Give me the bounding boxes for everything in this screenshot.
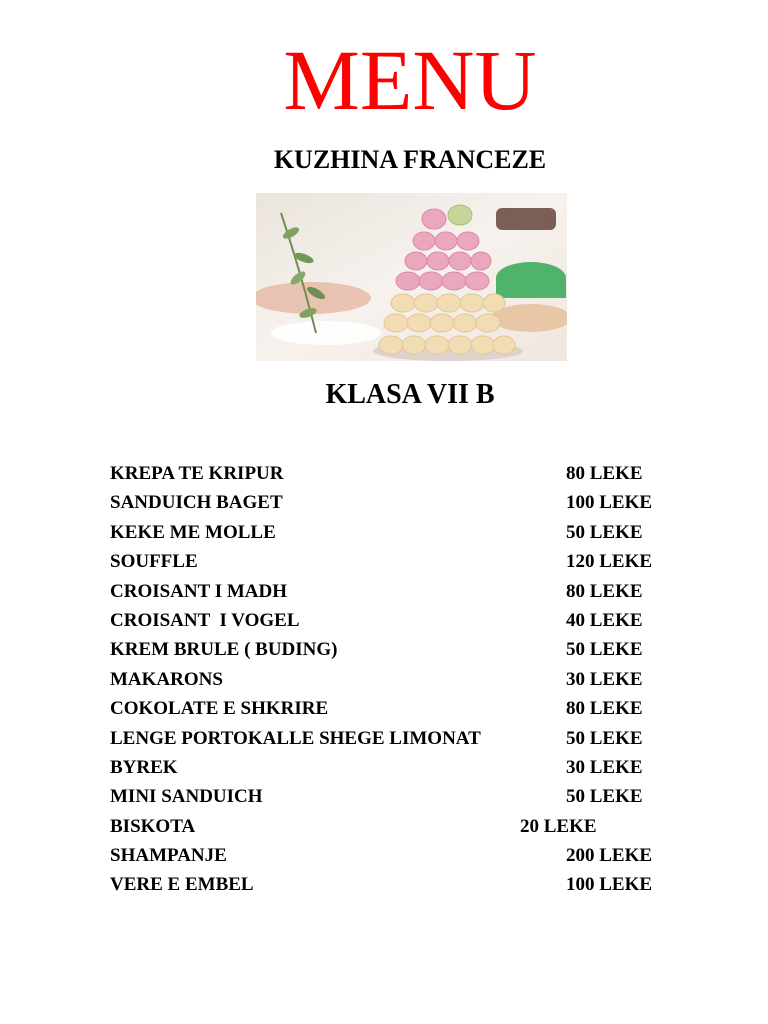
menu-item bbox=[110, 518, 710, 547]
menu-item bbox=[110, 459, 710, 488]
menu-item-price: 50 LEKE bbox=[566, 786, 643, 808]
menu-item bbox=[110, 841, 710, 870]
menu-list bbox=[110, 459, 710, 900]
menu-item-price: 50 LEKE bbox=[566, 521, 643, 543]
menu-item bbox=[110, 724, 710, 753]
menu-item-name: BISKOTA bbox=[110, 815, 196, 837]
menu-item-price: 50 LEKE bbox=[566, 727, 643, 749]
menu-item bbox=[110, 665, 710, 694]
menu-item-price: 100 LEKE bbox=[566, 874, 653, 896]
cuisine-subtitle: KUZHINA FRANCEZE bbox=[273, 145, 547, 174]
menu-item-name: MINI SANDUICH bbox=[110, 786, 263, 808]
menu-item-name: MAKARONS bbox=[110, 668, 223, 690]
menu-item bbox=[110, 577, 710, 606]
menu-item bbox=[110, 635, 710, 664]
menu-item-price: 30 LEKE bbox=[566, 668, 643, 690]
menu-item-price: 50 LEKE bbox=[566, 639, 643, 661]
menu-item-price: 200 LEKE bbox=[566, 845, 653, 867]
menu-item-price: 30 LEKE bbox=[566, 756, 643, 778]
menu-item-name: CROISANT I MADH bbox=[110, 580, 288, 602]
macaron-tower-photo bbox=[256, 193, 567, 361]
menu-item bbox=[110, 547, 710, 576]
menu-item-price: 20 LEKE bbox=[520, 815, 597, 837]
menu-item-name: KEKE ME MOLLE bbox=[110, 521, 276, 543]
class-label: KLASA VII B bbox=[325, 379, 495, 410]
menu-item-name: SOUFFLE bbox=[110, 551, 198, 573]
menu-item-name: KREM BRULE ( BUDING) bbox=[110, 639, 338, 661]
menu-item bbox=[110, 812, 710, 841]
menu-item-name: VERE E EMBEL bbox=[110, 874, 254, 896]
menu-title: MENU bbox=[283, 32, 537, 128]
menu-item-name: SHAMPANJE bbox=[110, 845, 227, 867]
menu-item-name: SANDUICH BAGET bbox=[110, 492, 283, 514]
menu-item bbox=[110, 488, 710, 517]
menu-item-name: CROISANT I VOGEL bbox=[110, 609, 300, 631]
menu-item bbox=[110, 606, 710, 635]
menu-item-price: 120 LEKE bbox=[566, 551, 653, 573]
menu-item bbox=[110, 753, 710, 782]
menu-item-price: 80 LEKE bbox=[566, 580, 643, 602]
menu-item-price: 40 LEKE bbox=[566, 609, 643, 631]
menu-item-price: 80 LEKE bbox=[566, 698, 643, 720]
menu-item bbox=[110, 870, 710, 899]
menu-item-name: COKOLATE E SHKRIRE bbox=[110, 698, 329, 720]
menu-item-name: LENGE PORTOKALLE SHEGE LIMONAT bbox=[110, 727, 481, 749]
menu-item bbox=[110, 782, 710, 811]
menu-item-price: 80 LEKE bbox=[566, 463, 643, 484]
menu-item-name: KREPA TE KRIPUR bbox=[110, 463, 284, 484]
menu-item-name: BYREK bbox=[110, 756, 178, 778]
macaron-tower-illustration bbox=[256, 193, 567, 361]
menu-item-price: 100 LEKE bbox=[566, 492, 653, 514]
menu-item bbox=[110, 694, 710, 723]
